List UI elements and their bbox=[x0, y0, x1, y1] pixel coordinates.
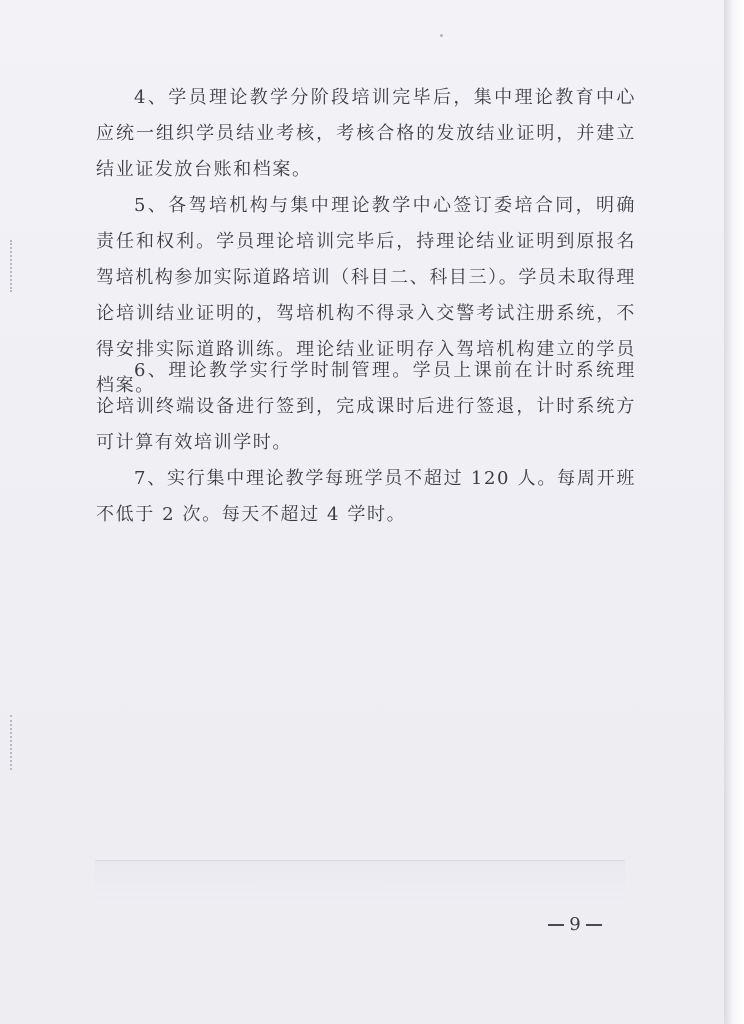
paragraph-item-4: 4、学员理论教学分阶段培训完毕后，集中理论教育中心应统一组织学员结业考核，考核合格的发放结业证明，并建立结业证发放台账和档案。 bbox=[96, 87, 636, 180]
page-number-dash-right bbox=[586, 924, 602, 926]
paragraph-item-5: 5、各驾培机构与集中理论教学中心签订委培合同，明确责任和权利。学员理论培训完毕后，持理论结业证明到原报名驾培机构参加实际道路培训（科目二、科目三）。学员未取得理论培训结业证明的，驾培机构不得录入交警考试注册系统，不得安排实际道路训练。理论结业证明存入驾培机构建立的学员档案。 bbox=[96, 195, 636, 396]
page-number-dash-left bbox=[548, 924, 564, 926]
page-number bbox=[540, 912, 610, 938]
scan-page-edge bbox=[724, 0, 744, 1024]
show-through-bleed bbox=[95, 860, 625, 901]
paper-speck bbox=[440, 34, 443, 37]
page-number-value: 9 bbox=[569, 914, 581, 935]
binding-hole-marks-lower bbox=[10, 715, 18, 770]
paragraph-item-6: 6、理论教学实行学时制管理。学员上课前在计时系统理论培训终端设备进行签到，完成课时后进行签退，计时系统方可计算有效培训学时。 bbox=[96, 360, 636, 453]
paragraph-item-7: 7、实行集中理论教学每班学员不超过 120 人。每周开班不低于 2 次。每天不超过 4 学时。 bbox=[96, 468, 636, 525]
binding-hole-marks-upper bbox=[10, 240, 18, 292]
